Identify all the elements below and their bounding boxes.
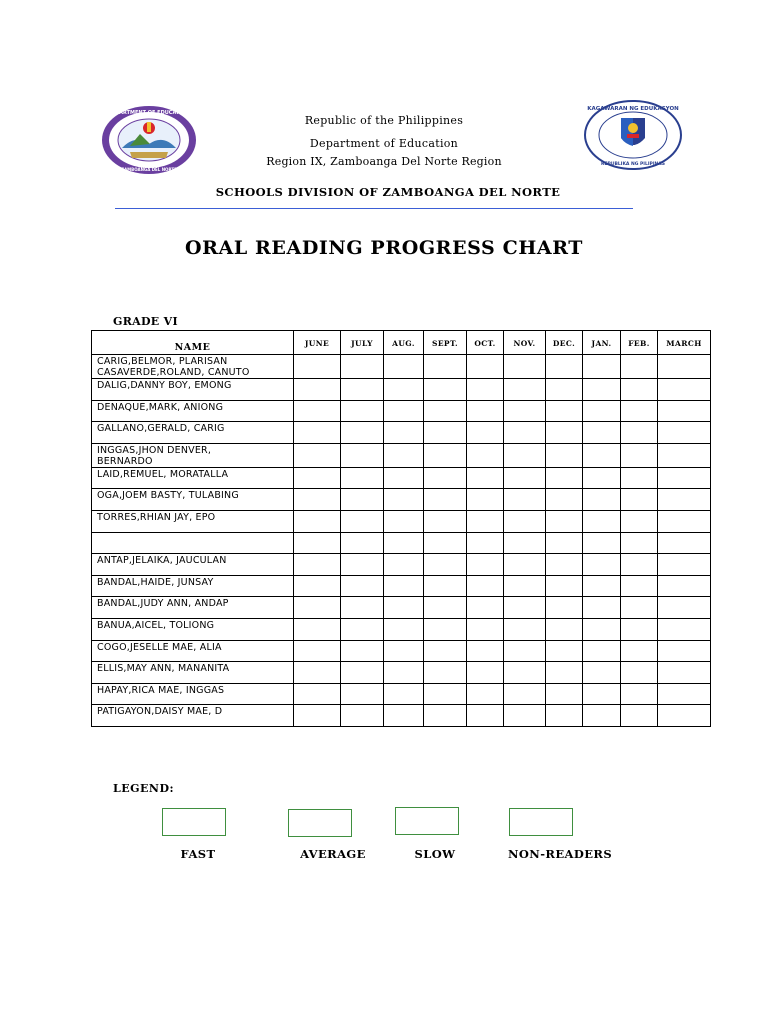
progress-cell[interactable] <box>546 355 583 379</box>
progress-cell[interactable] <box>546 575 583 597</box>
progress-cell[interactable] <box>583 400 621 422</box>
progress-cell[interactable] <box>621 575 658 597</box>
progress-cell[interactable] <box>658 618 711 640</box>
progress-cell[interactable] <box>621 379 658 401</box>
progress-cell[interactable] <box>384 662 424 684</box>
progress-cell[interactable] <box>546 443 583 467</box>
student-name-cell: LAID,REMUEL, MORATALLA <box>92 467 294 489</box>
progress-cell[interactable] <box>583 640 621 662</box>
progress-cell[interactable] <box>384 422 424 444</box>
table-row <box>92 532 711 554</box>
table-row <box>92 683 711 705</box>
progress-cell[interactable] <box>294 618 341 640</box>
progress-cell[interactable] <box>658 554 711 576</box>
progress-cell[interactable] <box>341 554 384 576</box>
svg-text:REPUBLIKA NG PILIPINAS: REPUBLIKA NG PILIPINAS <box>600 162 666 167</box>
progress-cell[interactable] <box>583 597 621 619</box>
student-name-cell: PATIGAYON,DAISY MAE, D <box>92 705 294 727</box>
progress-cell[interactable] <box>546 683 583 705</box>
month-header: SEPT. <box>424 331 467 355</box>
table-row <box>92 355 711 379</box>
progress-cell[interactable] <box>621 510 658 532</box>
header-republic: Republic of the Philippines <box>304 114 464 127</box>
progress-cell[interactable] <box>384 618 424 640</box>
progress-cell[interactable] <box>504 379 546 401</box>
progress-cell[interactable] <box>467 443 504 467</box>
progress-cell[interactable] <box>504 597 546 619</box>
progress-cell[interactable] <box>467 597 504 619</box>
svg-text:DEPARTMENT OF EDUCATION: DEPARTMENT OF EDUCATION <box>108 110 190 116</box>
progress-cell[interactable] <box>424 640 467 662</box>
progress-cell[interactable] <box>467 467 504 489</box>
legend-label-average: AVERAGE <box>300 847 366 861</box>
month-header: FEB. <box>621 331 658 355</box>
progress-cell[interactable] <box>583 510 621 532</box>
header-divider <box>115 208 633 209</box>
table-row <box>92 443 711 467</box>
progress-cell[interactable] <box>341 489 384 511</box>
progress-cell[interactable] <box>341 422 384 444</box>
student-name-cell: GALLANO,GERALD, CARIG <box>92 422 294 444</box>
header-department: Department of Education <box>309 137 459 150</box>
progress-cell[interactable] <box>621 532 658 554</box>
progress-cell[interactable] <box>467 705 504 727</box>
progress-cell[interactable] <box>294 532 341 554</box>
progress-cell[interactable] <box>621 683 658 705</box>
progress-cell[interactable] <box>621 489 658 511</box>
page-title: ORAL READING PROGRESS CHART <box>184 237 584 259</box>
progress-cell[interactable] <box>341 400 384 422</box>
progress-cell[interactable] <box>384 554 424 576</box>
progress-cell[interactable] <box>546 618 583 640</box>
progress-cell[interactable] <box>384 355 424 379</box>
progress-cell[interactable] <box>621 554 658 576</box>
progress-cell[interactable] <box>384 640 424 662</box>
table-header-row <box>92 331 711 355</box>
progress-cell[interactable] <box>621 467 658 489</box>
progress-cell[interactable] <box>384 683 424 705</box>
progress-cell[interactable] <box>424 422 467 444</box>
progress-cell[interactable] <box>384 467 424 489</box>
progress-cell[interactable] <box>658 683 711 705</box>
month-header: JUNE <box>294 331 341 355</box>
progress-cell[interactable] <box>294 400 341 422</box>
legend-label-fast: FAST <box>180 847 216 861</box>
progress-cell[interactable] <box>294 705 341 727</box>
progress-cell[interactable] <box>658 575 711 597</box>
progress-cell[interactable] <box>546 532 583 554</box>
progress-cell[interactable] <box>658 510 711 532</box>
progress-cell[interactable] <box>546 597 583 619</box>
progress-cell[interactable] <box>294 662 341 684</box>
month-header: NOV. <box>504 331 546 355</box>
progress-cell[interactable] <box>467 532 504 554</box>
progress-cell[interactable] <box>294 683 341 705</box>
table-row <box>92 379 711 401</box>
progress-cell[interactable] <box>658 355 711 379</box>
month-header: AUG. <box>384 331 424 355</box>
progress-cell[interactable] <box>583 443 621 467</box>
progress-cell[interactable] <box>546 422 583 444</box>
progress-cell[interactable] <box>658 379 711 401</box>
progress-cell[interactable] <box>294 510 341 532</box>
progress-cell[interactable] <box>583 489 621 511</box>
progress-cell[interactable] <box>583 662 621 684</box>
progress-cell[interactable] <box>658 467 711 489</box>
progress-cell[interactable] <box>658 400 711 422</box>
progress-cell[interactable] <box>467 683 504 705</box>
progress-cell[interactable] <box>341 355 384 379</box>
progress-cell[interactable] <box>504 640 546 662</box>
progress-cell[interactable] <box>294 355 341 379</box>
progress-cell[interactable] <box>583 467 621 489</box>
progress-cell[interactable] <box>504 554 546 576</box>
legend-box-slow <box>395 807 459 835</box>
student-name-cell: DENAQUE,MARK, ANIONG <box>92 400 294 422</box>
progress-cell[interactable] <box>583 683 621 705</box>
progress-cell[interactable] <box>384 443 424 467</box>
progress-cell[interactable] <box>424 467 467 489</box>
progress-cell[interactable] <box>583 422 621 444</box>
table-row <box>92 597 711 619</box>
progress-cell[interactable] <box>504 489 546 511</box>
progress-cell[interactable] <box>504 705 546 727</box>
progress-cell[interactable] <box>658 532 711 554</box>
progress-cell[interactable] <box>583 618 621 640</box>
progress-cell[interactable] <box>621 640 658 662</box>
progress-cell[interactable] <box>341 532 384 554</box>
progress-cell[interactable] <box>658 489 711 511</box>
progress-cell[interactable] <box>504 618 546 640</box>
progress-cell[interactable] <box>546 554 583 576</box>
legend-box-average <box>288 809 352 837</box>
progress-cell[interactable] <box>658 422 711 444</box>
progress-cell[interactable] <box>583 379 621 401</box>
progress-cell[interactable] <box>583 532 621 554</box>
progress-cell[interactable] <box>424 532 467 554</box>
progress-cell[interactable] <box>341 662 384 684</box>
progress-cell[interactable] <box>504 510 546 532</box>
legend-box-fast <box>162 808 226 836</box>
progress-cell[interactable] <box>583 705 621 727</box>
student-name-cell: ELLIS,MAY ANN, MANANITA <box>92 662 294 684</box>
student-name-cell: BANDAL,HAIDE, JUNSAY <box>92 575 294 597</box>
progress-cell[interactable] <box>504 355 546 379</box>
progress-cell[interactable] <box>341 443 384 467</box>
progress-cell[interactable] <box>294 422 341 444</box>
progress-cell[interactable] <box>341 618 384 640</box>
progress-cell[interactable] <box>294 467 341 489</box>
progress-cell[interactable] <box>467 640 504 662</box>
progress-cell[interactable] <box>546 705 583 727</box>
progress-cell[interactable] <box>341 683 384 705</box>
progress-cell[interactable] <box>341 467 384 489</box>
legend-box-non-readers <box>509 808 573 836</box>
progress-cell[interactable] <box>384 532 424 554</box>
progress-cell[interactable] <box>504 683 546 705</box>
progress-cell[interactable] <box>583 355 621 379</box>
progress-cell[interactable] <box>424 443 467 467</box>
month-header: OCT. <box>467 331 504 355</box>
progress-cell[interactable] <box>341 575 384 597</box>
progress-cell[interactable] <box>504 443 546 467</box>
progress-cell[interactable] <box>504 422 546 444</box>
progress-cell[interactable] <box>546 400 583 422</box>
progress-cell[interactable] <box>424 662 467 684</box>
header-division: SCHOOLS DIVISION OF ZAMBOANGA DEL NORTE <box>215 185 561 199</box>
progress-cell[interactable] <box>341 510 384 532</box>
progress-cell[interactable] <box>546 467 583 489</box>
svg-text:KAGAWARAN NG EDUKASYON: KAGAWARAN NG EDUKASYON <box>587 106 679 112</box>
table-row <box>92 662 711 684</box>
legend-label-non-readers: NON-READERS <box>507 847 613 861</box>
name-column-header: NAME <box>92 331 294 355</box>
progress-cell[interactable] <box>341 705 384 727</box>
progress-cell[interactable] <box>384 379 424 401</box>
progress-cell[interactable] <box>341 597 384 619</box>
progress-cell[interactable] <box>384 575 424 597</box>
student-name-cell: TORRES,RHIAN JAY, EPO <box>92 510 294 532</box>
progress-cell[interactable] <box>467 355 504 379</box>
progress-cell[interactable] <box>467 400 504 422</box>
progress-cell[interactable] <box>621 355 658 379</box>
progress-cell[interactable] <box>384 489 424 511</box>
progress-cell[interactable] <box>384 597 424 619</box>
table-row <box>92 618 711 640</box>
student-name-cell: BANDAL,JUDY ANN, ANDAP <box>92 597 294 619</box>
student-name-cell: BANUA,AICEL, TOLIONG <box>92 618 294 640</box>
progress-cell[interactable] <box>384 510 424 532</box>
student-name-cell <box>92 532 294 554</box>
table-row <box>92 422 711 444</box>
progress-cell[interactable] <box>583 554 621 576</box>
progress-cell[interactable] <box>424 597 467 619</box>
progress-cell[interactable] <box>658 705 711 727</box>
table-row <box>92 510 711 532</box>
progress-cell[interactable] <box>467 510 504 532</box>
progress-cell[interactable] <box>504 575 546 597</box>
progress-cell[interactable] <box>384 400 424 422</box>
progress-cell[interactable] <box>341 379 384 401</box>
progress-cell[interactable] <box>658 443 711 467</box>
table-row <box>92 640 711 662</box>
svg-text:ZAMBOANGA DEL NORTE: ZAMBOANGA DEL NORTE <box>121 167 177 172</box>
progress-cell[interactable] <box>294 597 341 619</box>
progress-cell[interactable] <box>424 683 467 705</box>
progress-cell[interactable] <box>424 489 467 511</box>
student-name-cell: ANTAP,JELAIKA, JAUCULAN <box>92 554 294 576</box>
progress-cell[interactable] <box>424 618 467 640</box>
progress-cell[interactable] <box>341 640 384 662</box>
progress-cell[interactable] <box>424 379 467 401</box>
progress-cell[interactable] <box>583 575 621 597</box>
progress-cell[interactable] <box>546 662 583 684</box>
student-name-cell: INGGAS,JHON DENVER, BERNARDO <box>92 443 294 467</box>
month-header: JAN. <box>583 331 621 355</box>
progress-cell[interactable] <box>467 422 504 444</box>
progress-cell[interactable] <box>546 489 583 511</box>
progress-cell[interactable] <box>621 618 658 640</box>
progress-cell[interactable] <box>621 422 658 444</box>
progress-table <box>91 330 711 727</box>
table-row <box>92 705 711 727</box>
progress-cell[interactable] <box>467 379 504 401</box>
progress-cell[interactable] <box>424 510 467 532</box>
progress-cell[interactable] <box>294 575 341 597</box>
progress-cell[interactable] <box>424 554 467 576</box>
table-row <box>92 554 711 576</box>
grade-label: GRADE VI <box>113 315 178 328</box>
month-header: JULY <box>341 331 384 355</box>
progress-cell[interactable] <box>504 400 546 422</box>
progress-cell[interactable] <box>467 489 504 511</box>
progress-cell[interactable] <box>546 510 583 532</box>
student-name-cell: HAPAY,RICA MAE, INGGAS <box>92 683 294 705</box>
progress-cell[interactable] <box>467 662 504 684</box>
progress-cell[interactable] <box>294 443 341 467</box>
progress-cell[interactable] <box>467 575 504 597</box>
table-row <box>92 467 711 489</box>
student-name-cell: DALIG,DANNY BOY, EMONG <box>92 379 294 401</box>
progress-cell[interactable] <box>294 379 341 401</box>
progress-cell[interactable] <box>467 618 504 640</box>
progress-cell[interactable] <box>658 662 711 684</box>
progress-cell[interactable] <box>504 532 546 554</box>
progress-cell[interactable] <box>467 554 504 576</box>
month-header: MARCH <box>658 331 711 355</box>
progress-cell[interactable] <box>294 640 341 662</box>
progress-cell[interactable] <box>621 705 658 727</box>
progress-cell[interactable] <box>424 400 467 422</box>
progress-cell[interactable] <box>504 662 546 684</box>
progress-cell[interactable] <box>621 662 658 684</box>
progress-cell[interactable] <box>384 705 424 727</box>
progress-cell[interactable] <box>424 575 467 597</box>
table-row <box>92 400 711 422</box>
month-header: DEC. <box>546 331 583 355</box>
student-name-cell: CARIG,BELMOR, PLARISAN CASAVERDE,ROLAND, CANUTO <box>92 355 294 379</box>
header-region: Region IX, Zamboanga Del Norte Region <box>266 155 502 168</box>
progress-cell[interactable] <box>546 379 583 401</box>
progress-cell[interactable] <box>424 705 467 727</box>
progress-cell[interactable] <box>294 489 341 511</box>
progress-cell[interactable] <box>658 640 711 662</box>
student-name-cell: OGA,JOEM BASTY, TULABING <box>92 489 294 511</box>
progress-cell[interactable] <box>658 597 711 619</box>
table-row <box>92 489 711 511</box>
legend-label-slow: SLOW <box>414 847 456 861</box>
progress-cell[interactable] <box>546 640 583 662</box>
progress-cell[interactable] <box>504 467 546 489</box>
student-name-cell: COGO,JESELLE MAE, ALIA <box>92 640 294 662</box>
table-row <box>92 575 711 597</box>
legend-title: LEGEND: <box>113 782 175 795</box>
progress-cell[interactable] <box>621 443 658 467</box>
progress-cell[interactable] <box>424 355 467 379</box>
progress-cell[interactable] <box>621 597 658 619</box>
progress-cell[interactable] <box>294 554 341 576</box>
progress-cell[interactable] <box>621 400 658 422</box>
